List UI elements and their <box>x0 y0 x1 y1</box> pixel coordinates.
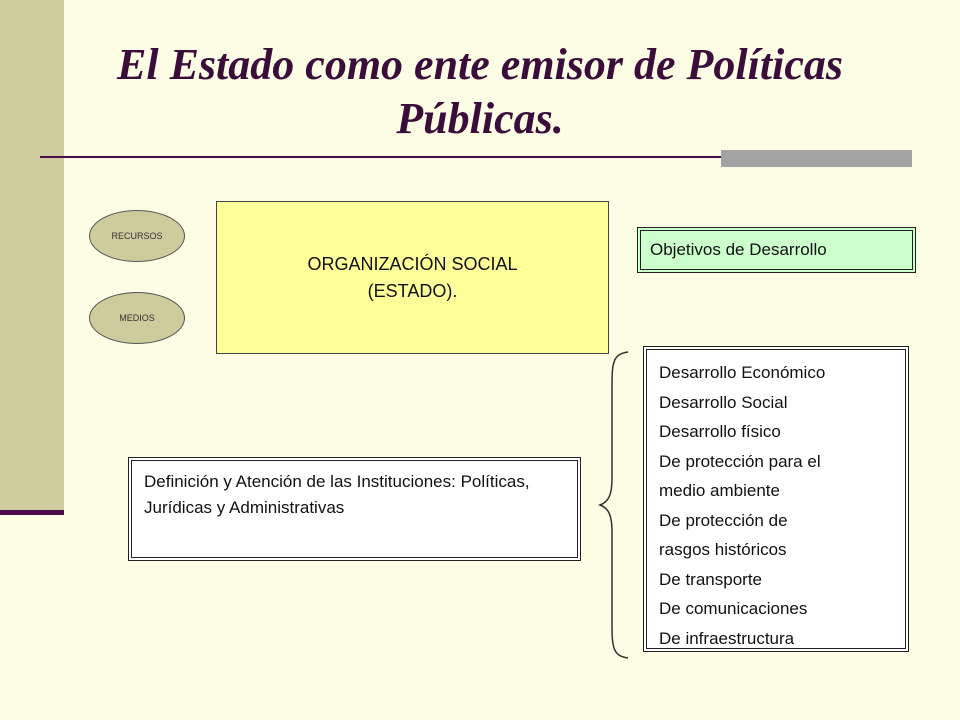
title-accent-bar <box>721 150 912 167</box>
list-item: De protección para el <box>659 451 821 471</box>
desarrollo-list <box>659 358 893 653</box>
left-decorative-bar <box>0 0 64 512</box>
curly-brace-icon <box>598 350 634 660</box>
organizacion-social-box <box>216 201 609 354</box>
list-item: Desarrollo Económico <box>659 363 826 382</box>
left-bar-underline <box>0 510 64 515</box>
definicion-box: Definición y Atención de las Instituciones: Políticas, Jurídicas y Administrativas <box>128 457 581 561</box>
list-item: Desarrollo Social <box>659 392 788 412</box>
list-item: rasgos históricos <box>659 540 787 559</box>
list-item: De protección de <box>659 510 788 530</box>
list-item: De transporte <box>659 569 762 589</box>
desarrollo-list-box <box>643 346 909 652</box>
organizacion-line1: ORGANIZACIÓN SOCIAL <box>307 253 518 274</box>
medios-node: MEDIOS <box>89 292 185 344</box>
list-item: medio ambiente <box>659 481 780 500</box>
list-item: De infraestructura <box>659 628 795 648</box>
organizacion-line2: (ESTADO). <box>367 280 458 301</box>
objetivos-box: Objetivos de Desarrollo <box>637 227 916 273</box>
slide-title: El Estado como ente emisor de Políticas Públicas. <box>117 40 843 143</box>
recursos-node: RECURSOS <box>89 210 185 262</box>
list-item: De comunicaciones <box>659 599 808 618</box>
list-item: Desarrollo físico <box>659 422 781 441</box>
